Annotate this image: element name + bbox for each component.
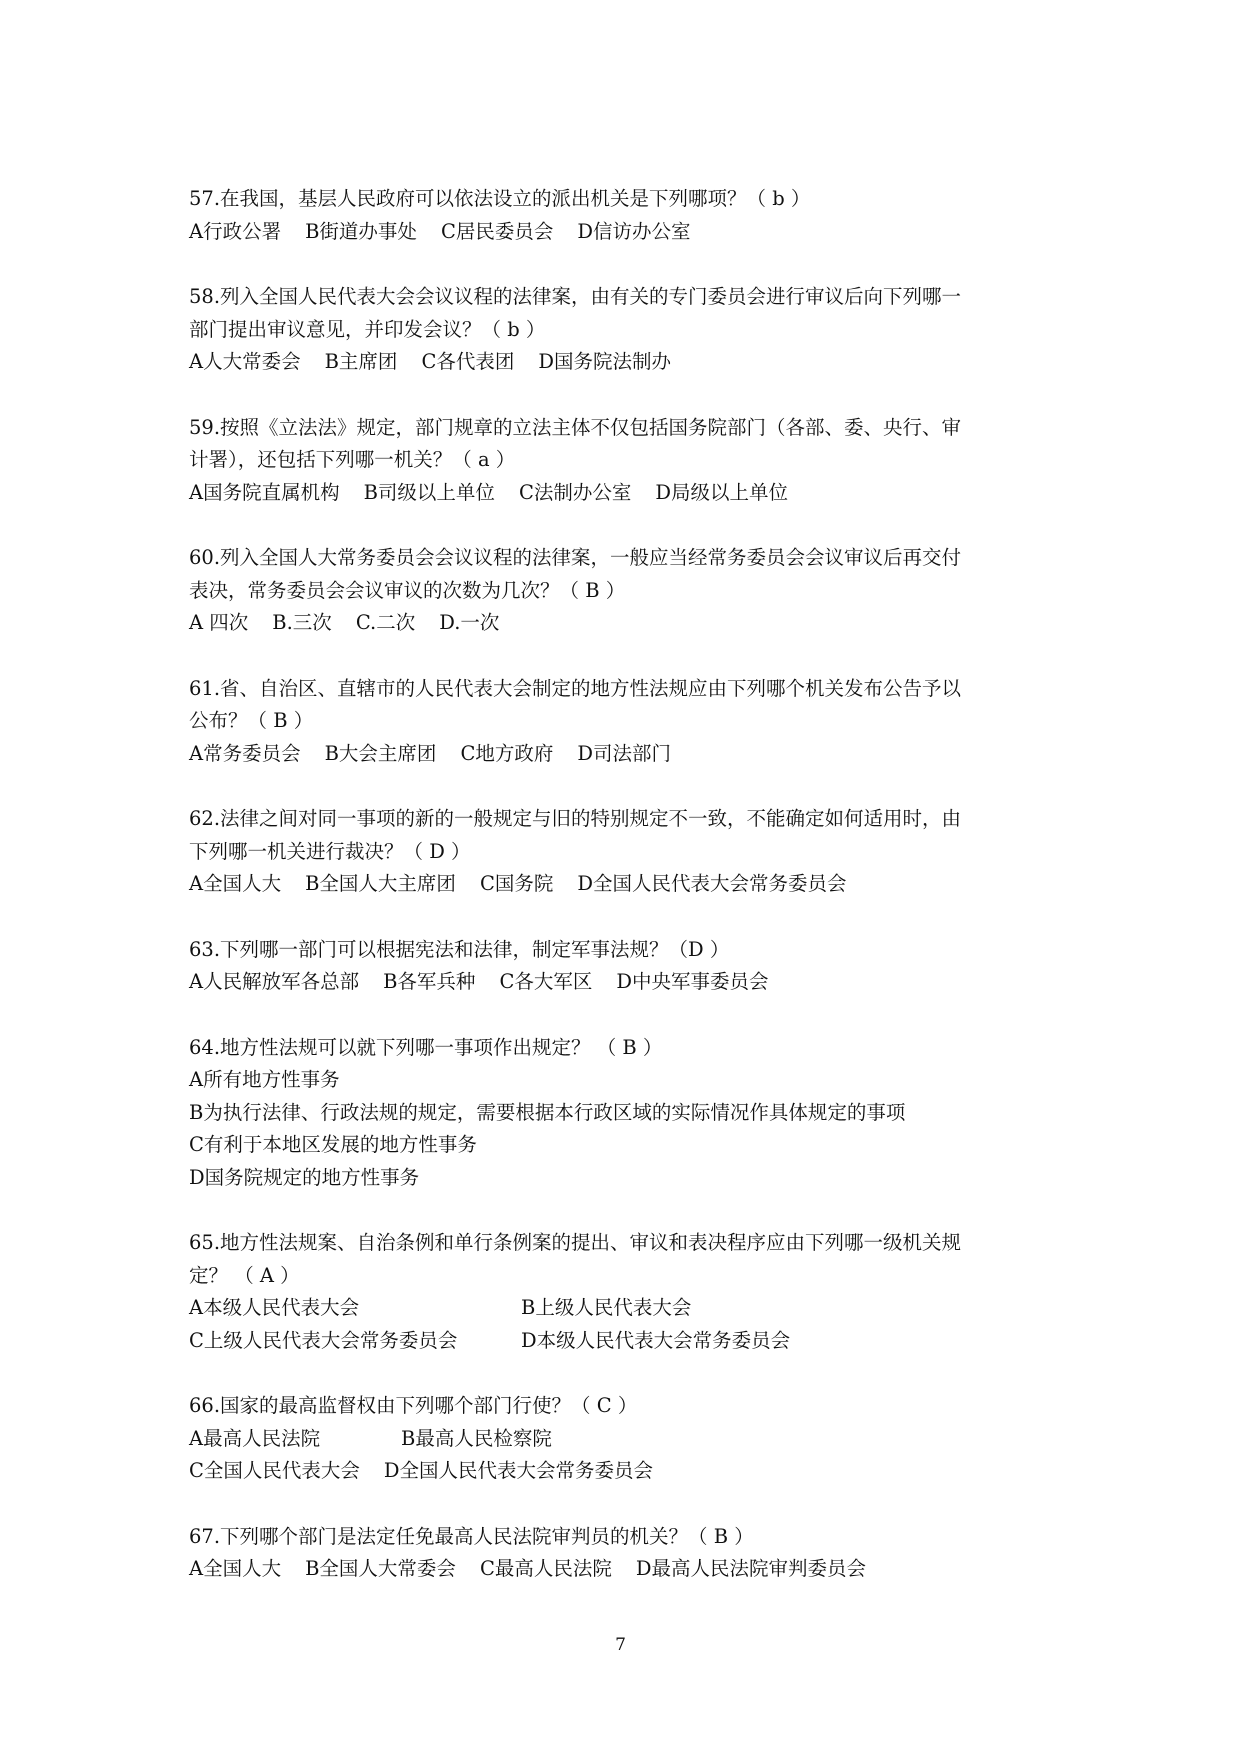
option-d: D全国人民代表大会常务委员会 (383, 1459, 654, 1482)
option-b: B各军兵种 (383, 970, 476, 993)
options-row (189, 738, 1059, 771)
option-b: B最高人民检察院 (401, 1426, 552, 1450)
question-59 (189, 412, 1059, 510)
question-text: 63.下列哪一部门可以根据宪法和法律，制定军事法规？（D ） (189, 937, 730, 961)
option-b: B.三次 (272, 611, 332, 634)
option-a: A全国人大 (189, 1557, 282, 1580)
question-text-cont: 表决，常务委员会会议审议的次数为几次？（ B ） (189, 578, 626, 602)
question-text: 59.按照《立法法》规定，部门规章的立法主体不仅包括国务院部门（各部、委、央行、审 (189, 415, 962, 439)
option-d: D司法部门 (577, 741, 671, 765)
option-d: D最高人民法院审判委员会 (635, 1557, 866, 1580)
question-text-cont: 下列哪一机关进行裁决？（ D ） (189, 839, 471, 863)
option-a: A最高人民法院 (189, 1426, 321, 1450)
option-b: B全国人大主席团 (305, 872, 456, 895)
question-list (189, 183, 1059, 1619)
question-text: 66.国家的最高监督权由下列哪个部门行使？（ C ） (189, 1394, 638, 1417)
options-row (189, 216, 1059, 249)
question-60 (189, 542, 1059, 640)
option-b: B大会主席团 (324, 741, 437, 765)
option-a: A常务委员会 (189, 741, 301, 765)
question-text-cont: 公布？（ B ） (189, 709, 314, 732)
option-c: C法制办公室 (518, 480, 632, 504)
option-a: A本级人民代表大会 (189, 1296, 360, 1319)
question-63 (189, 934, 1059, 999)
option-a: A人民解放军各总部 (189, 970, 360, 993)
question-text: 65.地方性法规案、自治条例和单行条例案的提出、审议和表决程序应由下列哪一级机关规 (189, 1231, 962, 1254)
options-row (189, 868, 1059, 901)
option-a: A 四次 (189, 611, 249, 634)
question-text-cont: 部门提出审议意见，并印发会议？（ b ） (189, 317, 546, 341)
options-row (189, 477, 1059, 510)
options-row (189, 966, 1059, 999)
options-row-2 (189, 1325, 1059, 1358)
option-b: B为执行法律、行政法规的规定，需要根据本行政区域的实际情况作具体规定的事项 (189, 1100, 906, 1124)
option-c: C居民委员会 (440, 219, 554, 243)
question-61 (189, 673, 1059, 771)
question-text: 67.下列哪个部门是法定任免最高人民法院审判员的机关？（ B ） (189, 1524, 754, 1548)
question-text-cont: 计署），还包括下列哪一机关？（ a ） (189, 448, 516, 471)
question-67 (189, 1521, 1059, 1586)
question-62 (189, 803, 1059, 901)
options-row-1 (189, 1292, 1059, 1325)
option-d: D国务院规定的地方性事务 (189, 1165, 420, 1189)
options-row (189, 607, 1059, 640)
option-d: D信访办公室 (577, 219, 691, 243)
question-57 (189, 183, 1059, 248)
option-c: C地方政府 (460, 741, 554, 765)
option-a: A国务院直属机构 (189, 480, 340, 504)
option-c: C全国人民代表大会 (189, 1459, 360, 1482)
option-b: B街道办事处 (305, 219, 417, 243)
option-a: A全国人大 (189, 872, 282, 895)
option-c: C有利于本地区发展的地方性事务 (189, 1133, 477, 1156)
option-c: C最高人民法院 (479, 1557, 612, 1580)
options-row-1 (189, 1423, 1059, 1456)
option-d: D全国人民代表大会常务委员会 (577, 872, 847, 895)
option-a: A行政公署 (189, 219, 282, 243)
question-text: 64.地方性法规可以就下列哪一事项作出规定？ （ B ） (189, 1035, 663, 1059)
question-text: 61.省、自治区、直辖市的人民代表大会制定的地方性法规应由下列哪个机关发布公告予以 (189, 676, 962, 700)
option-b: B司级以上单位 (363, 480, 495, 504)
option-c: C各大军区 (499, 970, 593, 993)
question-text-cont: 定？ （ A ） (189, 1263, 300, 1287)
option-d: D局级以上单位 (655, 480, 788, 504)
option-d: D本级人民代表大会常务委员会 (521, 1328, 791, 1352)
option-a: A所有地方性事务 (189, 1068, 340, 1091)
option-b: B全国人大常委会 (305, 1557, 456, 1580)
question-64 (189, 1032, 1059, 1195)
options-row (189, 346, 1059, 379)
option-c: C上级人民代表大会常务委员会 (189, 1328, 458, 1352)
question-text: 57.在我国，基层人民政府可以依法设立的派出机关是下列哪项？（ b ） (189, 187, 811, 210)
option-d: D国务院法制办 (538, 350, 671, 373)
page-number: 7 (615, 1635, 626, 1655)
question-65 (189, 1227, 1059, 1357)
option-c: C各代表团 (421, 350, 515, 373)
option-b: B主席团 (324, 350, 398, 373)
option-b: B上级人民代表大会 (521, 1296, 692, 1319)
option-c: C国务院 (479, 872, 554, 895)
question-text: 58.列入全国人民代表大会会议议程的法律案，由有关的专门委员会进行审议后向下列哪一 (189, 285, 962, 308)
options-row (189, 1553, 1059, 1586)
question-text: 62.法律之间对同一事项的新的一般规定与旧的特别规定不一致，不能确定如何适用时，由 (189, 807, 962, 830)
options-row-2 (189, 1455, 1059, 1488)
question-text: 60.列入全国人大常务委员会会议议程的法律案，一般应当经常务委员会会议审议后再交付 (189, 546, 962, 569)
question-66 (189, 1390, 1059, 1488)
question-58 (189, 281, 1059, 379)
option-a: A人大常委会 (189, 350, 301, 373)
option-c: C.二次 (355, 611, 416, 634)
option-d: D中央军事委员会 (616, 970, 769, 993)
option-d: D.一次 (439, 611, 500, 634)
